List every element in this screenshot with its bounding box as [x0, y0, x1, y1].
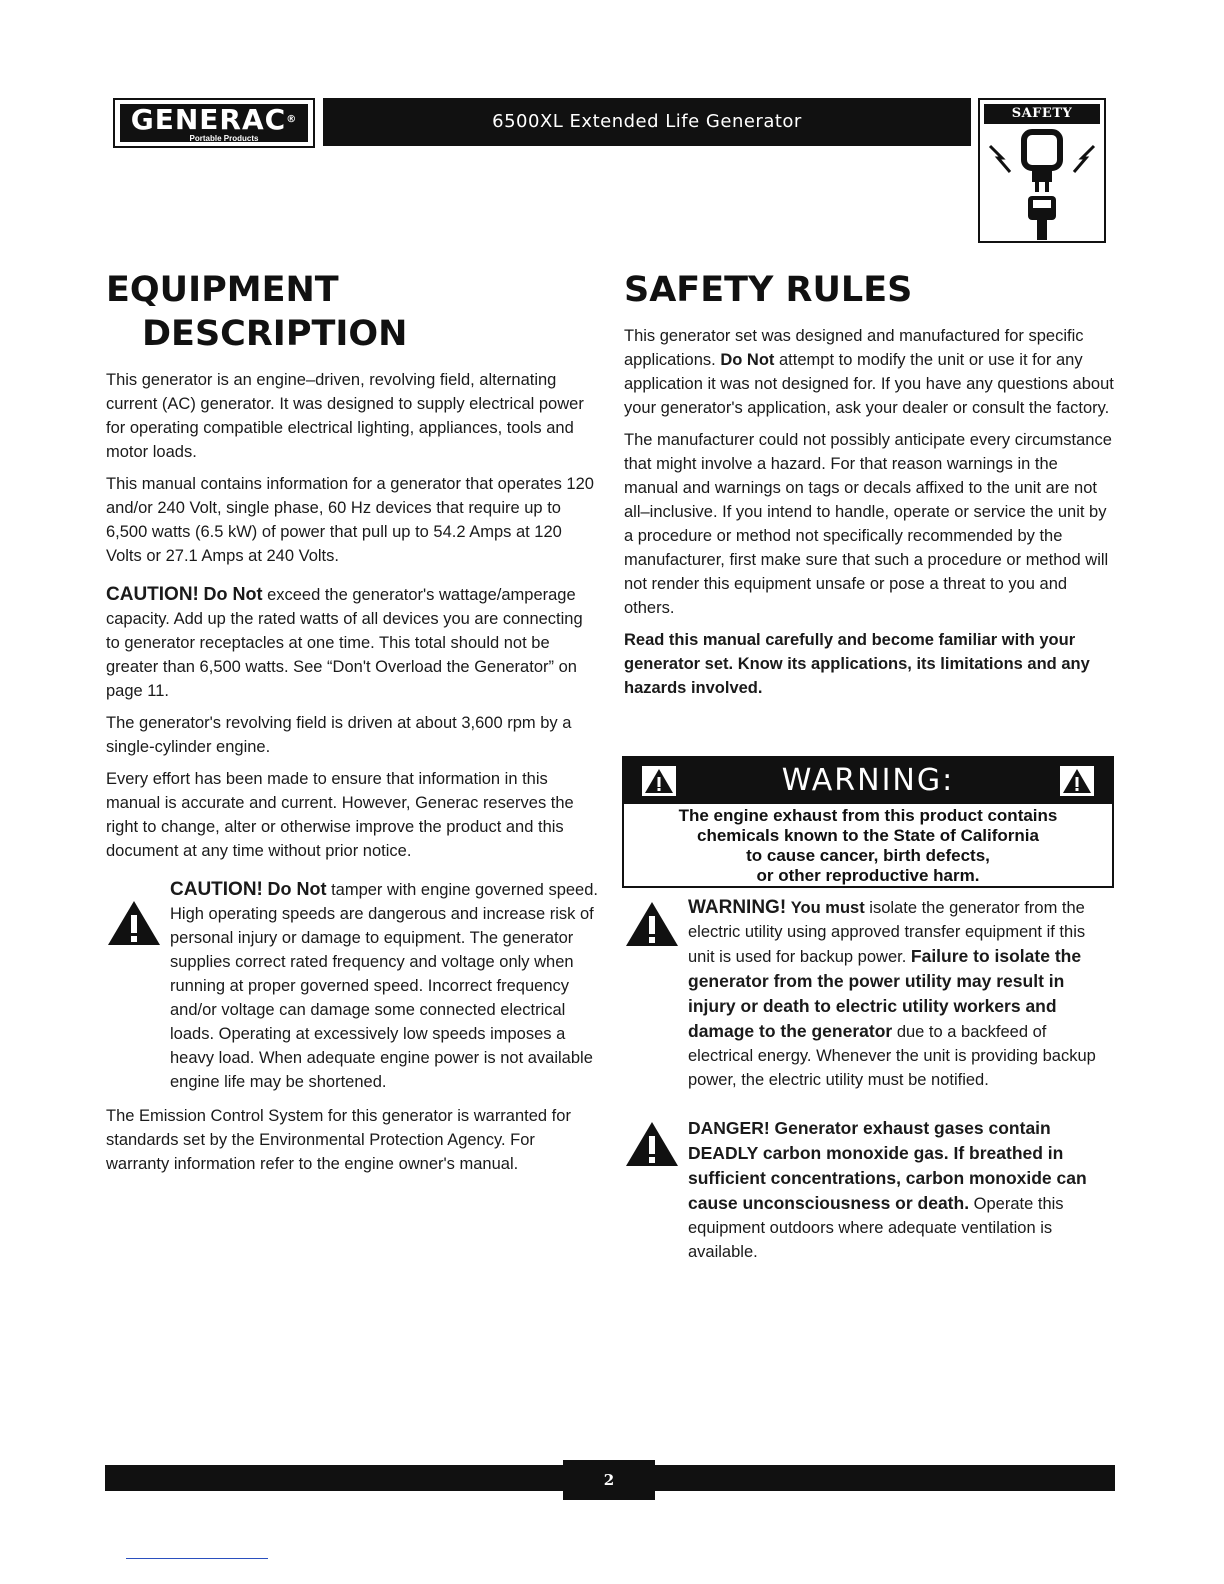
caution-capacity-paragraph	[106, 582, 598, 703]
carbon-monoxide-danger-block	[624, 1116, 1116, 1264]
do-not-emphasis: Do Not	[720, 351, 775, 369]
backup-power-warning-block	[624, 896, 1116, 1092]
section-heading-description: DESCRIPTION	[142, 314, 408, 354]
caution-speed-block	[106, 877, 598, 1094]
caution-do-not: Do Not	[203, 584, 263, 604]
danger-emphasis: DANGER! Generator exhaust gases contain DEADLY carbon monoxide gas. If breathed in sufficient concentrations, carbon monoxide can cause unconsciousness or death.	[688, 1118, 1087, 1213]
equipment-description-column	[106, 268, 598, 1184]
logo-registered-mark: ®	[286, 114, 298, 125]
page-number: 2	[563, 1460, 655, 1500]
warning-triangle-icon	[1060, 766, 1094, 796]
intro-paragraph: This generator is an engine–driven, revolving field, alternating current (AC) generator. It was designed to supply electrical power for operating compatible electrical lighting, appliances, tools and motor loads.	[106, 371, 584, 461]
warning-message: The engine exhaust from this product contains chemicals known to the State of California to cause cancer, birth defects, or other reproductive harm.	[678, 806, 1058, 885]
generac-logo	[113, 98, 315, 148]
section-heading-safety-rules: SAFETY RULES	[624, 270, 913, 310]
warning-label: WARNING!	[688, 897, 787, 918]
caution-label: CAUTION!	[106, 584, 199, 605]
electric-plug-icon	[980, 126, 1104, 241]
accuracy-paragraph: Every effort has been made to ensure that information in this manual is accurate and current. However, Generac reserves the right to change, alter or otherwise improve the product and this document at any time without prior notice.	[106, 770, 574, 860]
revolving-field-paragraph: The generator's revolving field is driven at about 3,600 rpm by a single-cylinder engine.	[106, 714, 572, 756]
warning-triangle-icon	[624, 1120, 680, 1168]
caution-do-not: Do Not	[267, 879, 327, 899]
footer-rule	[126, 1558, 268, 1559]
isolation-failure-emphasis: Failure to isolate the generator from the power utility may result in injury or death to electric utility workers and damage to the generator	[688, 946, 1082, 1041]
specs-paragraph: This manual contains information for a generator that operates 120 and/or 240 Volt, single phase, 60 Hz devices that require up to 6,500 watts (6.5 kW) of power that pull up to 54.2 Amps at 120 Volts or 27.1 Amps at 240 Volts.	[106, 475, 594, 565]
designed-applications-paragraph: This generator set was designed and manufactured for specific applications. Do Not attempt to modify the unit or use it for any application it was not designed for. If you have any questions about your generator's application, ask your dealer or consult the factory.	[624, 327, 1114, 417]
section-heading-equipment: EQUIPMENT	[106, 270, 339, 310]
warning-triangle-icon	[624, 900, 680, 948]
safety-warnings-column	[624, 896, 1116, 1274]
caution-speed-text: tamper with engine governed speed. High operating speeds are dangerous and increase risk of personal injury or damage to equipment. The generator supplies correct rated frequency and voltage only when running at proper governed speed. Incorrect frequency and/or voltage can damage some connected electrical loads. Operating at excessively low speeds imposes a heavy load. When adequate engine power is not available engine life may be shortened.	[170, 881, 598, 1091]
carbon-monoxide-danger-paragraph: DANGER! Generator exhaust gases contain DEADLY carbon monoxide gas. If breathed in sufficient concentrations, carbon monoxide can cause unconsciousness or death. Operate this equipment outdoors where adequate ventilation is available.	[688, 1118, 1087, 1261]
safety-rules-column	[624, 268, 1116, 708]
caution-label: CAUTION!	[170, 879, 263, 900]
you-must-emphasis: You must	[790, 899, 865, 917]
caution-capacity-text: exceed the generator's wattage/amperage capacity. Add up the rated watts of all devices you are connecting to generator receptacles at one time. This total should not be greater than 6,500 watts. See “Don't Overload the Generator” on page 11.	[106, 586, 583, 700]
warning-title: WARNING:	[781, 763, 955, 798]
logo-subtitle: Portable Products	[189, 134, 259, 143]
safety-rules-badge	[978, 98, 1106, 243]
california-warning-box	[622, 756, 1114, 888]
badge-label: SAFETY RULES	[984, 104, 1100, 124]
caution-speed-paragraph	[170, 877, 598, 1094]
warning-triangle-icon	[106, 899, 162, 947]
emission-paragraph: The Emission Control System for this generator is warranted for standards set by the Environmental Protection Agency. For warranty information refer to the engine owner's manual.	[106, 1107, 571, 1173]
logo-text: GENERAC	[130, 103, 287, 136]
document-title-bar: 6500XL Extended Life Generator	[323, 98, 971, 146]
anticipate-hazard-paragraph: The manufacturer could not possibly anticipate every circumstance that might involve a hazard. For that reason warnings in the manual and warnings on tags or decals affixed to the unit are not all–inclusive. If you intend to handle, operate or service the unit by a procedure or method not specifically recommended by the manufacturer, first make sure that such a procedure or method will not render this equipment unsafe or pose a threat to you and others.	[624, 431, 1112, 617]
backup-power-warning-paragraph: WARNING! You must isolate the generator from the electric utility using approved transfer equipment if this unit is used for backup power. Failure to isolate the generator from the power utility may result in injury or death to electric utility workers and damage to the generator due to a backfeed of electrical energy. Whenever the unit is providing backup power, the electric utility must be notified.	[688, 897, 1096, 1089]
read-manual-paragraph: Read this manual carefully and become familiar with your generator set. Know its applications, its limitations and any hazards involved.	[624, 631, 1090, 697]
